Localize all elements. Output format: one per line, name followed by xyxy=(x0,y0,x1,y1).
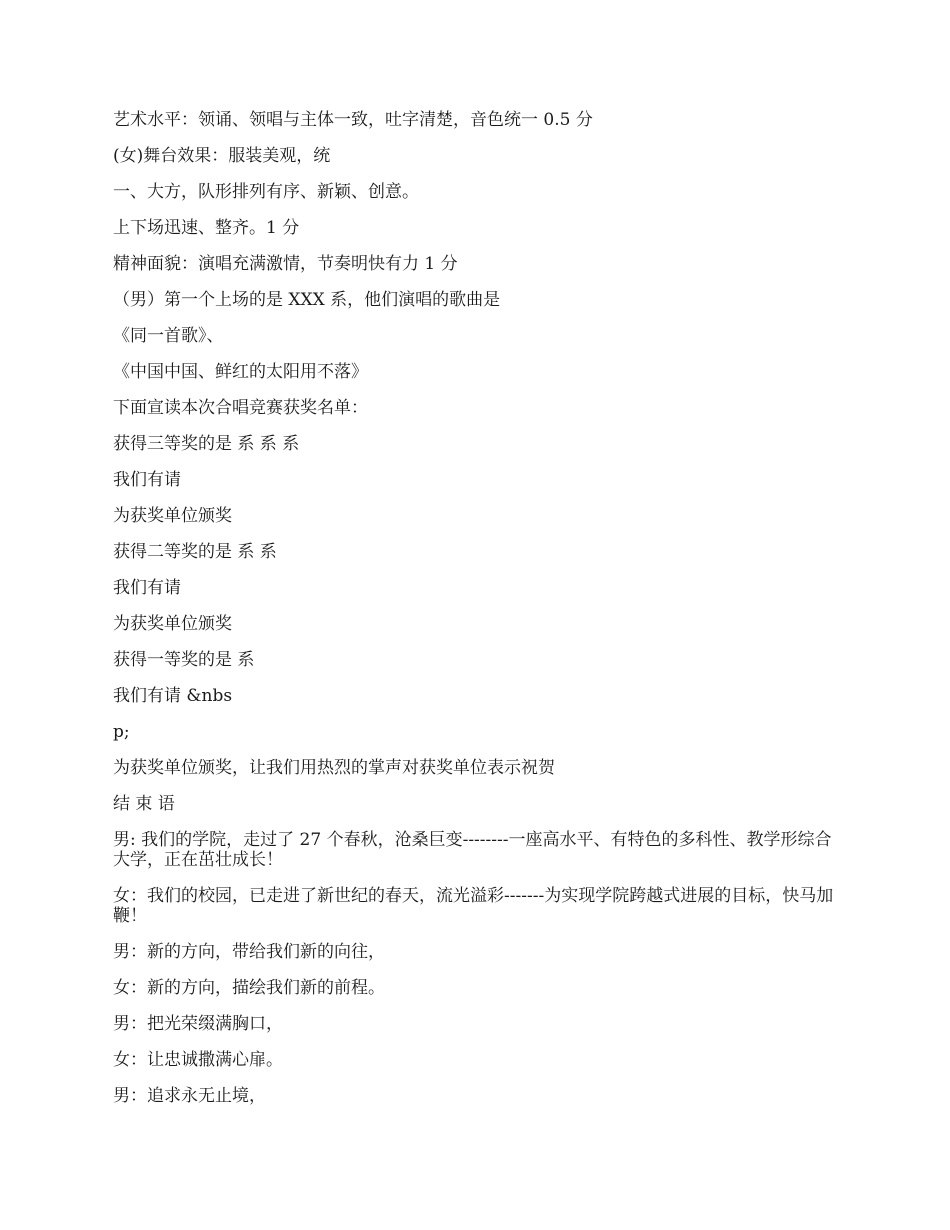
paragraph-first-prize: 获得一等奖的是 系 xyxy=(113,650,255,670)
paragraph-spirit: 精神面貌：演唱充满激情，节奏明快有力 1 分 xyxy=(113,254,458,274)
paragraph-art-level: 艺术水平：领诵、领唱与主体一致，吐字清楚，音色统一 0.5 分 xyxy=(113,110,593,130)
paragraph-female-3: 女：让忠诚撒满心扉。 xyxy=(113,1050,283,1070)
paragraph-award-announcement: 下面宣读本次合唱竞赛获奖名单： xyxy=(113,398,368,418)
paragraph-present-award-1: 为获奖单位颁奖 xyxy=(113,506,232,526)
paragraph-male-4: 男：追求永无止境， xyxy=(113,1086,266,1106)
paragraph-invite-3: 我们有请 &nbs xyxy=(113,686,233,706)
paragraph-present-award-2: 为获奖单位颁奖 xyxy=(113,614,232,634)
paragraph-song-2: 《中国中国、鲜红的太阳用不落》 xyxy=(113,362,368,382)
paragraph-first-performer: （男）第一个上场的是 XXX 系，他们演唱的歌曲是 xyxy=(113,290,501,310)
paragraph-entry-exit: 上下场迅速、整齐。1 分 xyxy=(113,218,300,238)
paragraph-third-prize: 获得三等奖的是 系 系 系 xyxy=(113,434,300,454)
paragraph-female-2: 女：新的方向，描绘我们新的前程。 xyxy=(113,978,385,998)
paragraph-invite-1: 我们有请 xyxy=(113,470,181,490)
paragraph-stage-effect: (女)舞台效果：服装美观，统 xyxy=(113,146,331,166)
paragraph-closing-heading: 结 束 语 xyxy=(113,794,175,814)
paragraph-song-1: 《同一首歌》、 xyxy=(113,326,224,346)
paragraph-female-1: 女：我们的校园，已走进了新世纪的春天，流光溢彩-------为实现学院跨越式进展的目标，快马加鞭！ xyxy=(113,886,834,926)
paragraph-formation: 一、大方，队形排列有序、新颖、创意。 xyxy=(113,182,419,202)
document-page xyxy=(113,110,838,1122)
paragraph-invite-3-cont: p; xyxy=(113,722,130,742)
paragraph-congratulations: 为获奖单位颁奖，让我们用热烈的掌声对获奖单位表示祝贺 xyxy=(113,758,555,778)
paragraph-male-3: 男：把光荣缀满胸口， xyxy=(113,1014,283,1034)
paragraph-invite-2: 我们有请 xyxy=(113,578,181,598)
paragraph-second-prize: 获得二等奖的是 系 系 xyxy=(113,542,277,562)
paragraph-male-2: 男：新的方向，带给我们新的向往， xyxy=(113,942,385,962)
paragraph-male-1: 男: 我们的学院，走过了 27 个春秋，沧桑巨变--------一座高水平、有特色的多科性、教学形综合大学，正在茁壮成长！ xyxy=(113,830,832,870)
